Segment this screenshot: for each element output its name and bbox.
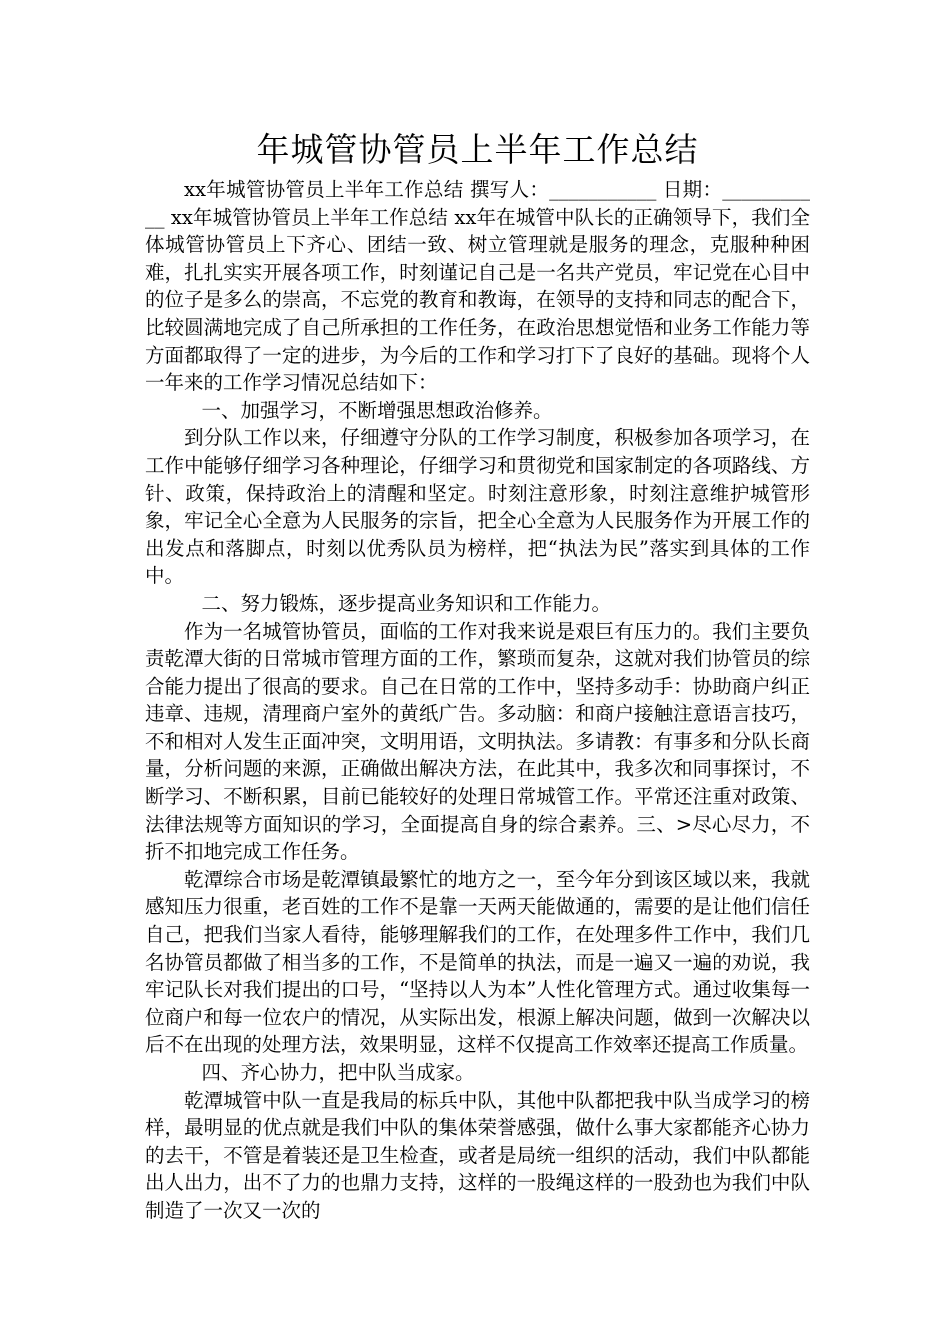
- section-heading-2: 二、努力锻炼，逐步提高业务知识和工作能力。: [201, 591, 612, 615]
- section-heading-1: 一、加强学习，不断增强思想政治修养。: [201, 398, 553, 422]
- paragraph-intro: xx年城管协管员上半年工作总结 撰写人：___________ 日期：___________ xx年城管协管员上半年工作总结 xx年在城管中队长的正确领导下，我们全体城管协管员上下齐心、团结一致、树立管理就是服务的理念，克服种种困难，扎扎实实开展各项工作，时刻谨记自己是一名共产党员，牢记党在心目中的位子是多么的崇高，不忘党的教育和教诲，在领导的支持和同志的配合下，比较圆满地完成了自己所承担的工作任务，在政治思想觉悟和业务工作能力等方面都取得了一定的进步，为今后的工作和学习打下了良好的基础。现将个人一年来的工作学习情况总结如下：: [145, 178, 810, 395]
- paragraph-section-4: 乾潭城管中队一直是我局的标兵中队，其他中队都把我中队当成学习的榜样，最明显的优点就是我们中队的集体荣誉感强，做什么事大家都能齐心协力的去干，不管是着装还是卫生检查，或者是局统一组织的活动，我们中队都能出人出力，出不了力的也鼎力支持，这样的一股绳这样的一股劲也为我们中队制造了一次又一次的: [145, 1088, 810, 1222]
- section-heading-4: 四、齐心协力，把中队当成家。: [201, 1061, 475, 1084]
- paragraph-section-1: 到分队工作以来，仔细遵守分队的工作学习制度，积极参加各项学习，在工作中能够仔细学习各种理论，仔细学习和贯彻党和国家制定的各项路线、方针、政策，保持政治上的清醒和坚定。时刻注意形象，时刻注意维护城管形象，牢记全心全意为人民服务的宗旨，把全心全意为人民服务作为开展工作的出发点和落脚点，时刻以优秀队员为榜样，把“执法为民”落实到具体的工作中。: [145, 426, 810, 588]
- document-title: 年城管协管员上半年工作总结: [256, 130, 699, 169]
- paragraph-section-2: 作为一名城管协管员，面临的工作对我来说是艰巨有压力的。我们主要负责乾潭大街的日常城市管理方面的工作，繁琐而复杂，这就对我们协管员的综合能力提出了很高的要求。自己在日常的工作中，坚持多动手：协助商户纠正违章、违规，清理商户室外的黄纸广告。多动脑：和商户接触注意语言技巧，不和相对人发生正面冲突，文明用语，文明执法。多请教：有事多和分队长商量，分析问题的来源，正确做出解决方法，在此其中，我多次和同事探讨，不断学习、不断积累，目前已能较好的处理日常城管工作。平常还注重对政策、法律法规等方面知识的学习，全面提高自身的综合素养。三、>尽心尽力，不折不扣地完成工作任务。: [145, 619, 810, 864]
- paragraph-section-3: 乾潭综合市场是乾潭镇最繁忙的地方之一，至今年分到该区域以来，我就感知压力很重，老百姓的工作不是靠一天两天能做通的，需要的是让他们信任自己，把我们当家人看待，能够理解我们的工作，在处理多件工作中，我们几名协管员都做了相当多的工作，不是简单的执法，而是一遍又一遍的劝说，我牢记队长对我们提出的口号，“坚持以人为本”人性化管理方式。通过收集每一位商户和每一位农户的情况，从实际出发，根源上解决问题，做到一次解决以后不在出现的处理方法，效果明显，这样不仅提高工作效率还提高工作质量。: [145, 867, 810, 1057]
- document-page: [145, 128, 810, 1225]
